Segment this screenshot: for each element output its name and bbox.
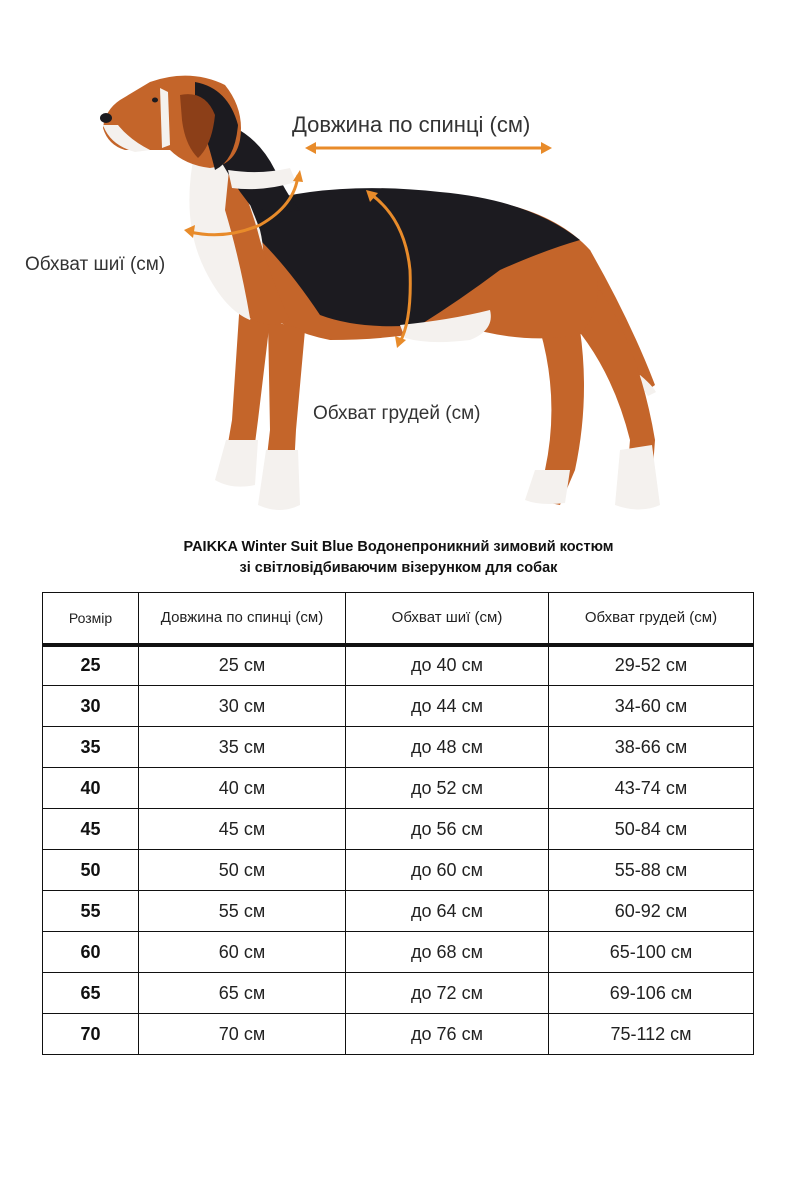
table-row — [43, 768, 754, 809]
neck-girth-cell: до 52 см — [346, 768, 549, 809]
size-chart-table — [42, 592, 754, 1055]
table-row — [43, 809, 754, 850]
neck-girth-cell: до 40 см — [346, 645, 549, 686]
size-cell: 25 — [43, 645, 139, 686]
table-row — [43, 850, 754, 891]
chest-girth-cell: 29-52 см — [549, 645, 754, 686]
neck-girth-cell: до 72 см — [346, 973, 549, 1014]
neck-girth-cell: до 76 см — [346, 1014, 549, 1055]
back-length-cell: 50 см — [139, 850, 346, 891]
back-length-cell: 70 см — [139, 1014, 346, 1055]
back-length-cell: 55 см — [139, 891, 346, 932]
back-length-cell: 65 см — [139, 973, 346, 1014]
header-size: Розмір — [43, 593, 139, 645]
table-row — [43, 727, 754, 768]
product-title — [0, 537, 797, 579]
chest-girth-cell: 60-92 см — [549, 891, 754, 932]
chest-girth-cell: 43-74 см — [549, 768, 754, 809]
table-header-row — [43, 593, 754, 645]
product-title-line2: зі світловідбиваючим візерунком для собак — [239, 560, 558, 576]
size-cell: 65 — [43, 973, 139, 1014]
size-cell: 70 — [43, 1014, 139, 1055]
back-length-label: Довжина по спинці (см) — [292, 112, 531, 137]
table-row — [43, 645, 754, 686]
table-row — [43, 1014, 754, 1055]
back-length-cell: 40 см — [139, 768, 346, 809]
size-cell: 50 — [43, 850, 139, 891]
table-row — [43, 932, 754, 973]
table-row — [43, 891, 754, 932]
table-row — [43, 973, 754, 1014]
size-cell: 45 — [43, 809, 139, 850]
chest-girth-cell: 55-88 см — [549, 850, 754, 891]
neck-girth-cell: до 68 см — [346, 932, 549, 973]
header-back-length: Довжина по спинці (см) — [139, 593, 346, 645]
table-row — [43, 686, 754, 727]
back-length-cell: 45 см — [139, 809, 346, 850]
chest-girth-cell: 75-112 см — [549, 1014, 754, 1055]
size-cell: 60 — [43, 932, 139, 973]
chest-girth-cell: 34-60 см — [549, 686, 754, 727]
back-length-cell: 25 см — [139, 645, 346, 686]
chest-girth-cell: 65-100 см — [549, 932, 754, 973]
back-length-arrow — [305, 142, 552, 154]
back-length-cell: 60 см — [139, 932, 346, 973]
neck-girth-cell: до 48 см — [346, 727, 549, 768]
size-cell: 35 — [43, 727, 139, 768]
neck-girth-cell: до 56 см — [346, 809, 549, 850]
header-neck-girth: Обхват шиї (см) — [346, 593, 549, 645]
product-title-line1: PAIKKA Winter Suit Blue Водонепроникний зимовий костюм — [183, 539, 614, 555]
chest-girth-cell: 69-106 см — [549, 973, 754, 1014]
chest-girth-cell: 50-84 см — [549, 809, 754, 850]
neck-girth-cell: до 60 см — [346, 850, 549, 891]
size-cell: 30 — [43, 686, 139, 727]
back-length-cell: 30 см — [139, 686, 346, 727]
back-length-cell: 35 см — [139, 727, 346, 768]
chest-girth-cell: 38-66 см — [549, 727, 754, 768]
neck-girth-cell: до 64 см — [346, 891, 549, 932]
size-cell: 40 — [43, 768, 139, 809]
neck-girth-cell: до 44 см — [346, 686, 549, 727]
chest-girth-label: Обхват грудей (см) — [313, 403, 481, 424]
neck-girth-label: Обхват шиї (см) — [25, 254, 166, 275]
dog-image — [100, 76, 660, 510]
header-chest-girth: Обхват грудей (см) — [549, 593, 754, 645]
size-cell: 55 — [43, 891, 139, 932]
